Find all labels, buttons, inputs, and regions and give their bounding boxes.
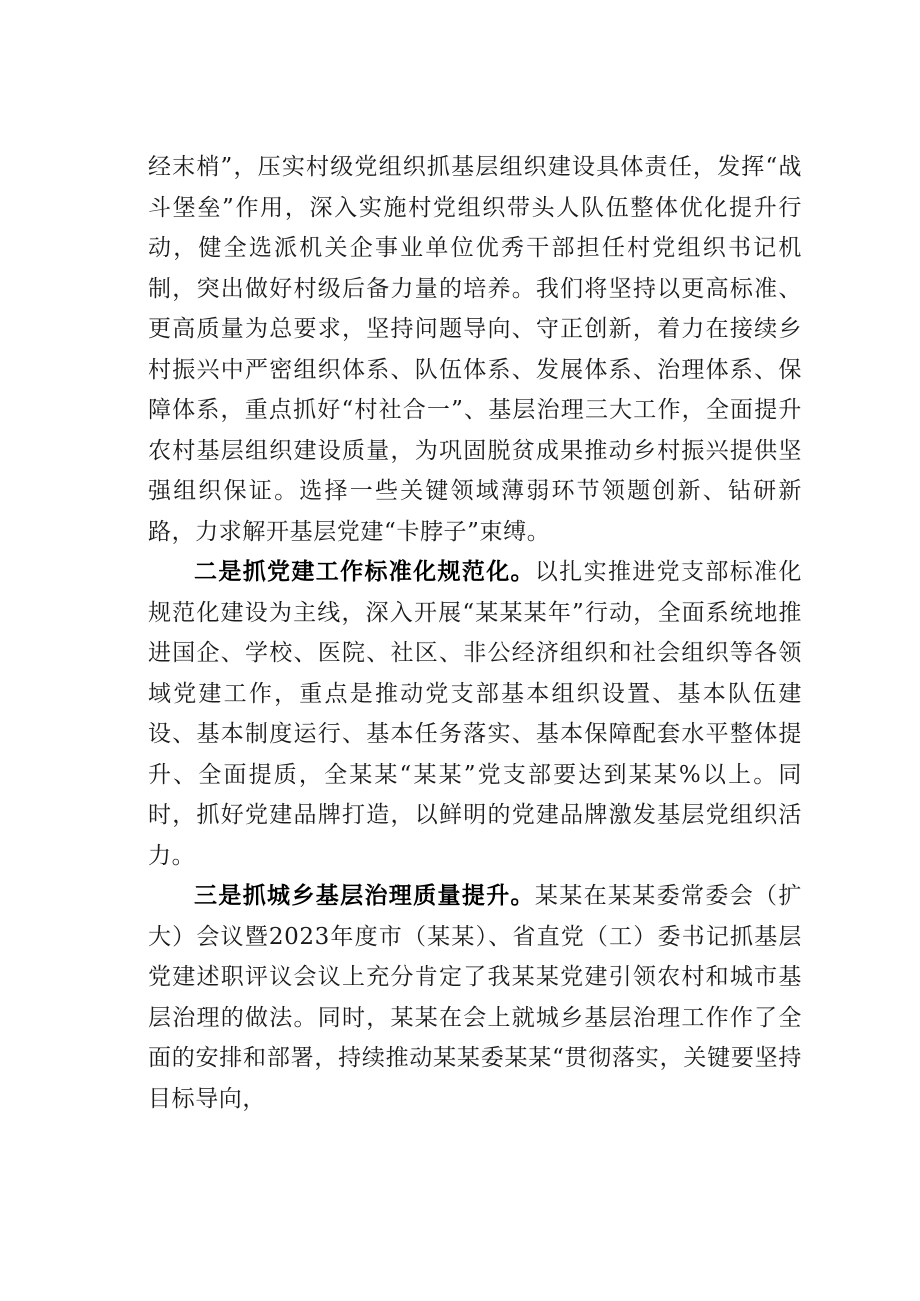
paragraph-2-heading: 二是抓党建工作标准化规范化。 (194, 558, 535, 585)
paragraph-3-heading: 三是抓城乡基层治理质量提升。 (194, 882, 535, 909)
paragraph-3-text: 某某在某某委常委会（扩大）会议暨2023年度市（某某）、省直党（工）委书记抓基层党建述职评议会议上充分肯定了我某某党建引领农村和城市基层治理的做法。同时，某某在会上就城乡基层治理工作作了全面的安排和部署，持续推动某某委某某“贯彻落实，关键要坚持目标导向， (148, 883, 802, 1112)
paragraph-2-text: 以扎实推进党支部标准化规范化建设为主线，深入开展“某某某年”行动，全面系统地推进国企、学校、医院、社区、非公经济组织和社会组织等各领域党建工作，重点是推动党支部基本组织设置、基本队伍建设、基本制度运行、基本任务落实、基本保障配套水平整体提升、全面提质，全某某“某某”党支部要达到某某%以上。同时，抓好党建品牌打造，以鲜明的党建品牌激发基层党组织活力。 (148, 559, 802, 869)
paragraph-1-text: 经末梢”，压实村级党组织抓基层组织建设具体责任，发挥“战斗堡垒”作用，深入实施村党组织带头人队伍整体优化提升行动，健全选派机关企事业单位优秀干部担任村党组织书记机制，突出做好村级后备力量的培养。我们将坚持以更高标准、更高质量为总要求，坚持问题导向、守正创新，着力在接续乡村振兴中严密组织体系、队伍体系、发展体系、治理体系、保障体系，重点抓好“村社合一”、基层治理三大工作，全面提升农村基层组织建设质量，为巩固脱贫成果推动乡村振兴提供坚强组织保证。选择一些关键领域薄弱环节领题创新、钻研新路，力求解开基层党建“卡脖子”束缚。 (148, 154, 802, 545)
paragraph-1 (148, 147, 802, 552)
paragraph-3 (148, 876, 802, 1119)
document-page (148, 147, 802, 1119)
paragraph-2 (148, 552, 802, 876)
